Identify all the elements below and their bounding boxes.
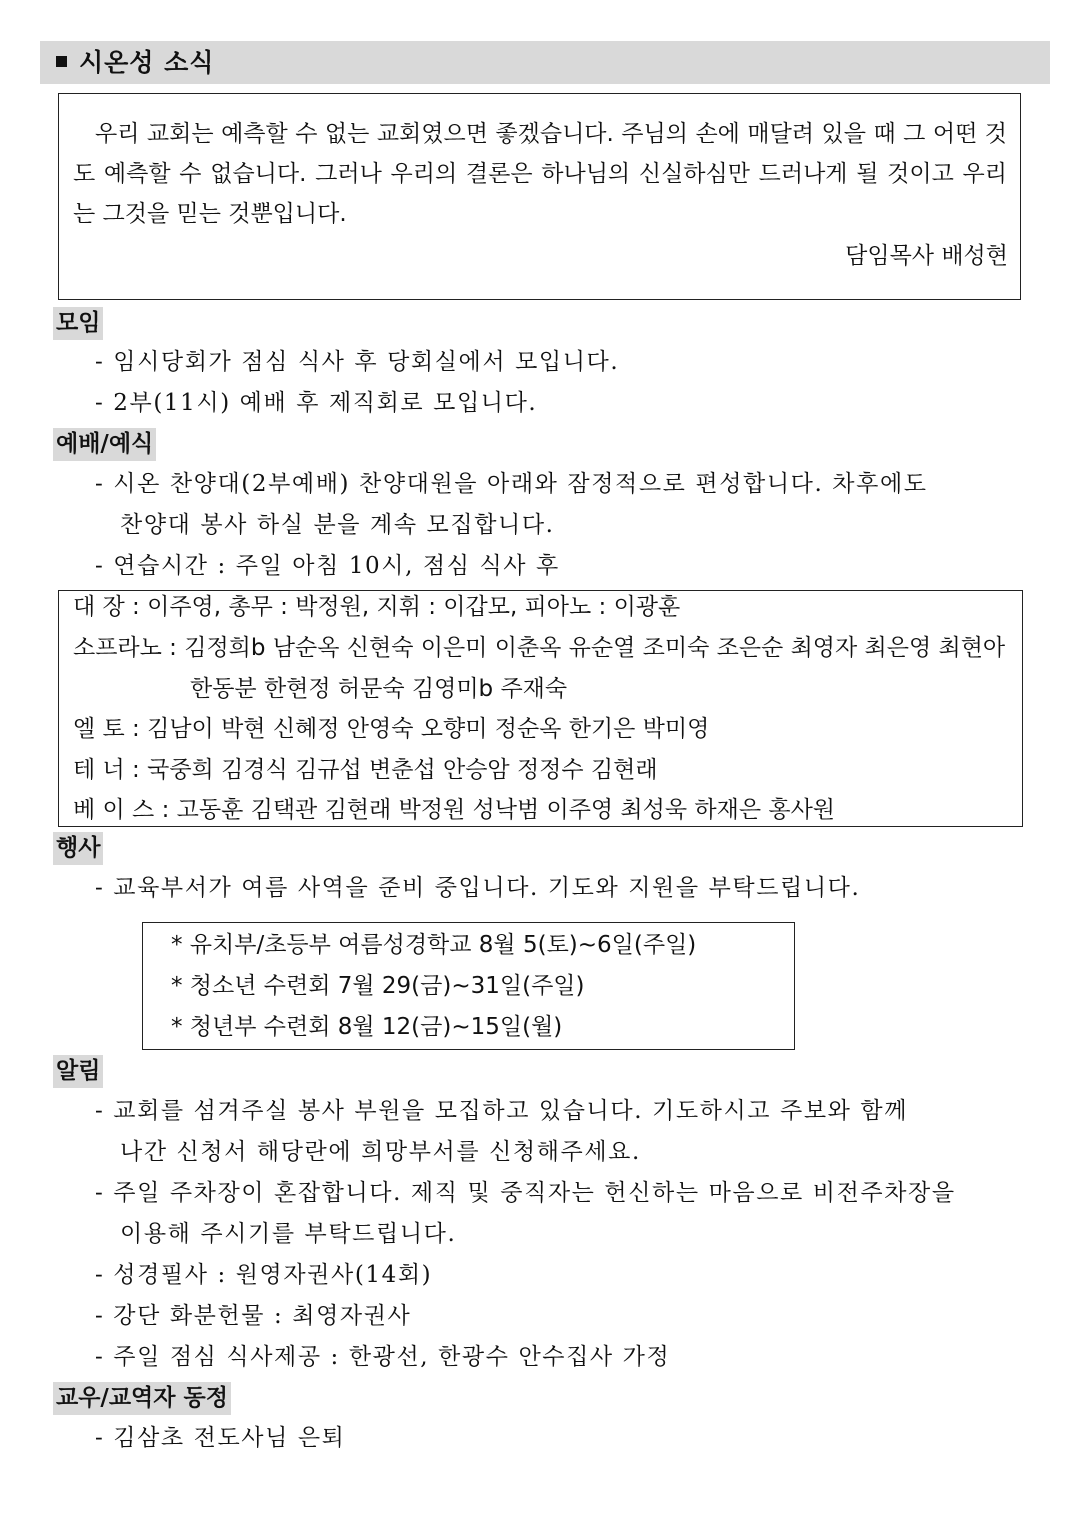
- events-item: - 교육부서가 여름 사역을 준비 중입니다. 기도와 지원을 부탁드립니다.: [95, 875, 861, 901]
- notice-item-4: - 강단 화분헌물 : 최영자권사: [95, 1303, 412, 1329]
- members-item: - 김삼초 전도사님 은퇴: [95, 1425, 346, 1451]
- choir-roster-box: [58, 590, 1023, 827]
- section-title-meeting: 모임: [53, 307, 103, 340]
- section-title-members: 교우/교역자 동정: [53, 1382, 231, 1415]
- section-title-notices: 알림: [53, 1055, 103, 1088]
- choir-bass: 베 이 스 : 고동훈 김택관 김현래 박정원 성낙범 이주영 최성욱 하재은 홍사원: [73, 797, 836, 823]
- section-title-events: 행사: [53, 832, 103, 865]
- worship-item-1-cont: 찬양대 봉사 하실 분을 계속 모집합니다.: [120, 512, 555, 538]
- event-youth-retreat: * 청소년 수련회 7월 29(금)~31일(주일): [171, 973, 585, 999]
- page-title: 시온성 소식: [79, 48, 215, 77]
- notice-item-2: - 주일 주차장이 혼잡합니다. 제직 및 중직자는 헌신하는 마음으로 비전주차장을: [95, 1180, 956, 1206]
- choir-soprano: 소프라노 : 김정희b 남순옥 신현숙 이은미 이춘옥 유순열 조미숙 조은순 최영자 최은영 최현아: [73, 635, 1006, 661]
- notice-item-1-cont: 나간 신청서 해당란에 희망부서를 신청해주세요.: [120, 1139, 641, 1165]
- pastor-message-text: 우리 교회는 예측할 수 없는 교회였으면 좋겠습니다. 주님의 손에 매달려 있을 때 그 어떤 것도 예측할 수 없습니다. 그러나 우리의 결론은 하나님의 신실하심만 드러나게 될 것이고 우리는 그것을 믿는 것뿐입니다.: [73, 121, 1007, 227]
- event-young-adult-retreat: * 청년부 수련회 8월 12(금)~15일(월): [171, 1014, 563, 1040]
- event-vbs: * 유치부/초등부 여름성경학교 8월 5(토)~6일(주일): [171, 932, 697, 958]
- pastor-message-box: [58, 93, 1021, 300]
- worship-item-2: - 연습시간 : 주일 아침 10시, 점심 식사 후: [95, 553, 560, 579]
- pastor-message: [73, 114, 1007, 234]
- notice-item-5: - 주일 점심 식사제공 : 한광선, 한광수 안수집사 가정: [95, 1344, 671, 1370]
- square-bullet-icon: [56, 56, 67, 67]
- choir-soprano-cont: 한동분 한현정 허문숙 김영미b 주재숙: [190, 676, 568, 702]
- choir-tenor: 테 너 : 국중희 김경식 김규섭 변춘섭 안승암 정정수 김현래: [73, 757, 658, 783]
- events-list-box: [142, 922, 795, 1050]
- worship-item-1: - 시온 찬양대(2부예배) 찬양대원을 아래와 잠정적으로 편성합니다. 차후에도: [95, 471, 928, 497]
- pastor-signature: 담임목사 배성현: [845, 243, 1008, 269]
- section-title-worship: 예배/예식: [53, 428, 156, 461]
- meeting-item-1: - 임시당회가 점심 식사 후 당회실에서 모입니다.: [95, 349, 620, 375]
- meeting-item-2: - 2부(11시) 예배 후 제직회로 모입니다.: [95, 390, 538, 416]
- notice-item-2-cont: 이용해 주시기를 부탁드립니다.: [120, 1221, 457, 1247]
- section-header-bar: [40, 41, 1050, 84]
- notice-item-3: - 성경필사 : 원영자권사(14회): [95, 1262, 433, 1288]
- choir-leaders: 대 장 : 이주영, 총무 : 박정원, 지휘 : 이갑모, 피아노 : 이광훈: [73, 594, 681, 620]
- notice-item-1: - 교회를 섬겨주실 봉사 부원을 모집하고 있습니다. 기도하시고 주보와 함께: [95, 1098, 909, 1124]
- choir-alto: 엘 토 : 김남이 박현 신혜정 안영숙 오향미 정순옥 한기은 박미영: [73, 716, 710, 742]
